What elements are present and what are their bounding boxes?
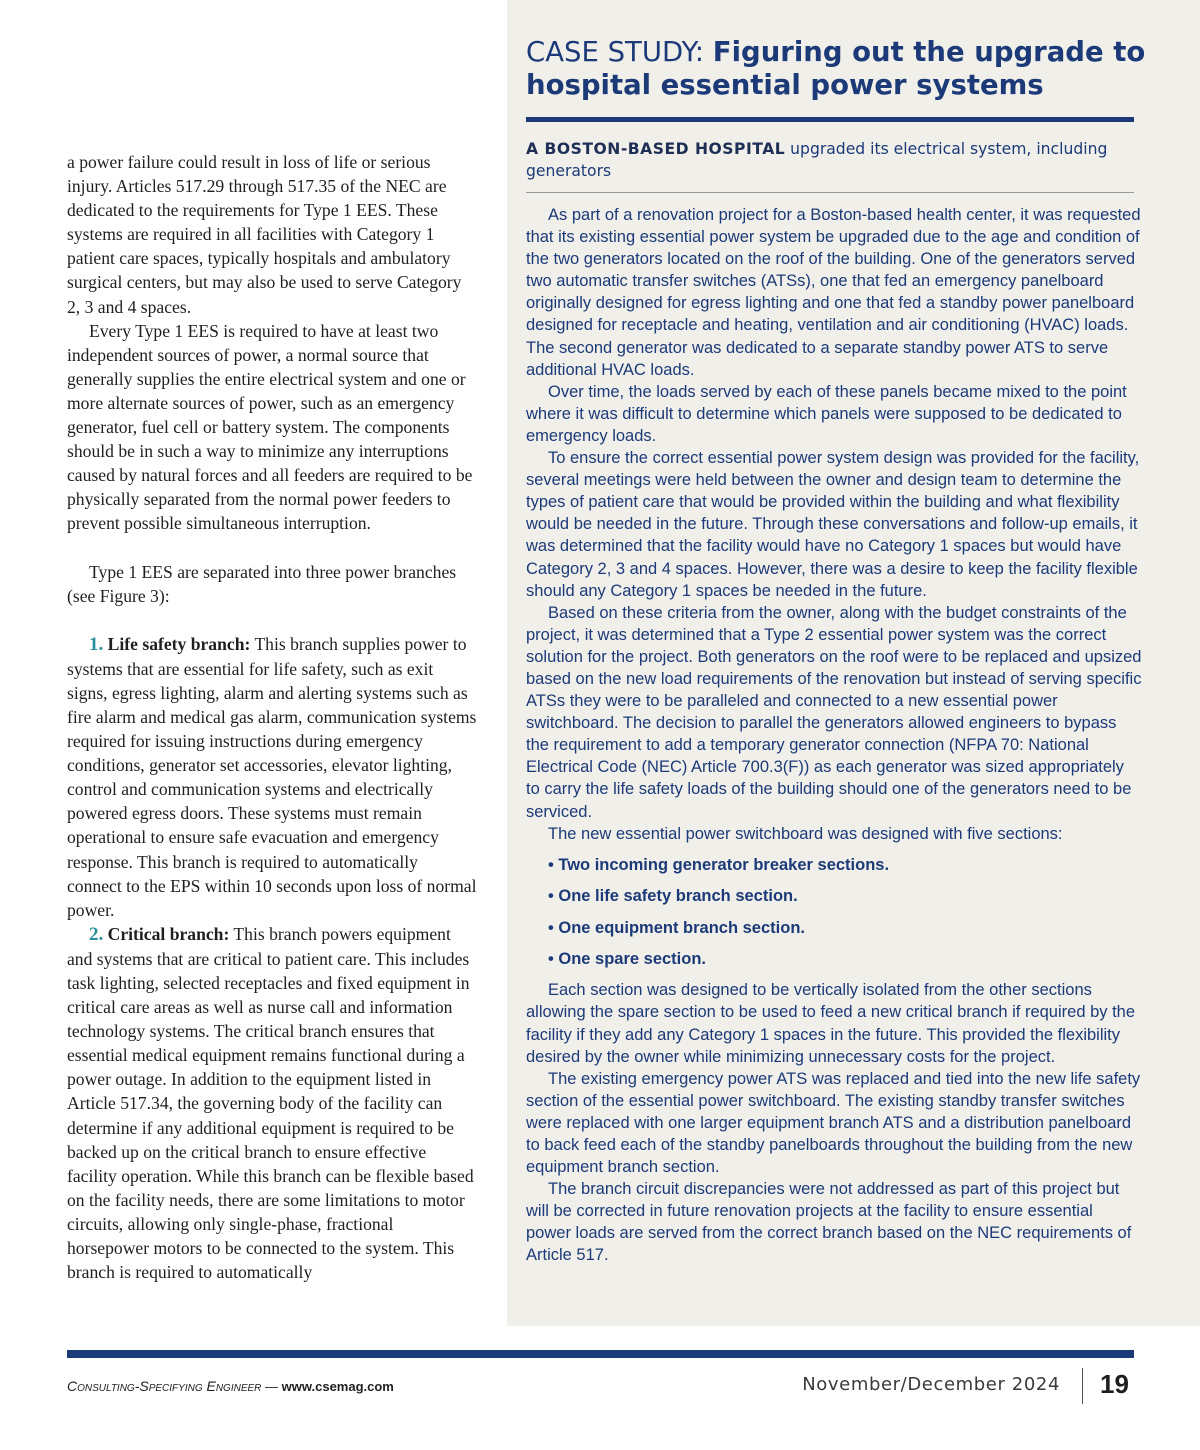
case-study-headline: Figuring out the upgrade to hospital essential power systems (526, 36, 1146, 101)
case-paragraph: The existing emergency power ATS was replaced and tied into the new life safety section of the essential power switchboard. The existing standby transfer switches were replaced with one larger equipment branch ATS and a distribution panelboard to back feed each of the standby panelboards throughout the building from the new equipment branch section. (526, 1069, 1141, 1177)
body-paragraph: a power failure could result in loss of life or serious injury. Articles 517.29 through 517.35 of the NEC are dedicated to the requirements for Type 1 EES. These systems are required in all facilities with Category 1 patient care spaces, typically hospitals and ambulatory surgical centers, but may also be used to serve Category 2, 3 and 4 spaces. (67, 152, 462, 317)
footer-divider (1082, 1368, 1083, 1404)
publication-url: www.csemag.com (281, 1379, 394, 1394)
item-heading: Critical branch: (107, 923, 230, 944)
bullet-item: • One life safety branch section. (548, 887, 798, 906)
case-paragraph: Each section was designed to be vertically isolated from the other sections allowing the spare section to be used to feed a new critical branch if required by the facility if they add any Category 1 spaces in the future. This provided the flexibility desired by the owner while minimizing unnecessary costs for the project. (526, 981, 1136, 1066)
case-paragraph: To ensure the correct essential power system design was provided for the facility, several meetings were held between the owner and design team to determine the types of patient care that would be provided within the building and what flexibility would be needed in the future. Through these conversations and follow-up emails, it was determined that the facility would have no Category 1 spaces but would have Category 2, 3 and 4 spaces. However, there was a desire to keep the facility flexible should any Category 1 spaces be needed in the future. (526, 449, 1140, 600)
lead-text: upgraded its electrical system, including generators (526, 140, 1108, 180)
case-paragraph: As part of a renovation project for a Boston-based health center, it was requested that its existing essential power system be upgraded due to the age and condition of the two generators located on the roof of the building. One of the generators served two automatic transfer switches (ATSs), one that fed an emergency panelboard originally designed for egress lighting and one that fed a standby power panelboard designed for receptacle and heating, ventilation and air conditioning (HVAC) loads. The second generator was dedicated to a separate standby power ATS to serve additional HVAC loads. (526, 206, 1141, 379)
left-column (67, 150, 477, 1284)
footer-separator: — (261, 1379, 282, 1394)
item-heading: Life safety branch: (107, 633, 251, 654)
issue-date: November/December 2024 (802, 1374, 1060, 1395)
case-paragraph: The new essential power switchboard was designed with five sections: (548, 824, 1063, 843)
item-text: This branch supplies power to systems that are essential for life safety, such as exit signs, egress lighting, alarm and alerting systems such as fire alarm and medical gas alarm, communication systems required for issuing instructions during emergency conditions, generator set accessories, elevator lighting, control and communication systems and electrically powered egress doors. These systems must remain operational to ensure safe evacuation and emergency response. This branch is required to automatically connect to the EPS within 10 seconds upon loss of normal power. (67, 633, 477, 920)
publication-name: Consulting-Specifying Engineer (67, 1378, 262, 1394)
case-study-lead (526, 138, 1134, 182)
title-divider (526, 117, 1134, 122)
branch-item-critical (67, 922, 477, 1284)
item-text: This branch powers equipment and systems that are critical to patient care. This includes task lighting, selected receptacles and fixed equipment in critical care areas as well as nurse call and information technology systems. The critical branch ensures that essential medical equipment remains functional during a power outage. In addition to the equipment listed in Article 517.34, the governing body of the facility can determine if any additional equipment is required to be backed up on the critical branch to ensure effective facility operation. While this branch can be flexible based on the facility needs, there are some limitations to motor circuits, allowing only single-phase, fractional horsepower motors to be connected to the system. This branch is required to automatically (67, 923, 474, 1283)
body-paragraph: Every Type 1 EES is required to have at least two independent sources of power, a normal source that generally supplies the entire electrical system and one or more alternate sources of power, such as an emergency generator, fuel cell or battery system. The components should be in such a way to minimize any interruptions caused by natural forces and all feeders are required to be physically separated from the normal power feeders to prevent possible simultaneous interruption. (67, 320, 473, 534)
bullet-item: • One equipment branch section. (548, 918, 805, 937)
footer-publication (67, 1378, 394, 1394)
lead-kicker: A BOSTON-BASED HOSPITAL (526, 140, 786, 158)
lead-divider (526, 192, 1134, 193)
case-study-title (526, 36, 1146, 102)
case-study-label: CASE STUDY: (526, 36, 713, 68)
item-number: 1. (89, 633, 104, 655)
branch-item-life-safety (67, 632, 477, 922)
body-paragraph: Type 1 EES are separated into three power branches (see Figure 3): (67, 561, 457, 606)
bullet-item: • One spare section. (548, 949, 706, 968)
case-paragraph: Based on these criteria from the owner, along with the budget constraints of the project, it was determined that a Type 2 essential power system was the correct solution for the project. Both generators on the roof were to be replaced and upsized based on the new load requirements of the renovation but instead of serving specific ATSs they were to be paralleled and connected to a new essential power switchboard. The decision to parallel the generators allowed engineers to bypass the requirement to add a temporary generator connection (NFPA 70: National Electrical Code (NEC) Article 700.3(F)) as each generator was sized appropriately to carry the life safety loads of the building should one of the generators need to be serviced. (526, 603, 1142, 821)
page-number: 19 (1100, 1369, 1129, 1399)
case-paragraph: Over time, the loads served by each of these panels became mixed to the point where it was difficult to determine which panels were supposed to be dedicated to emergency loads. (526, 382, 1127, 445)
footer-rule (67, 1350, 1134, 1358)
case-study-body (526, 204, 1142, 1267)
case-paragraph: The branch circuit discrepancies were not addressed as part of this project but will be corrected in future renovation projects at the facility to ensure essential power loads are served from the correct branch based on the NEC requirements of Article 517. (526, 1180, 1132, 1265)
bullet-item: • Two incoming generator breaker sections. (548, 855, 890, 874)
item-number: 2. (89, 923, 104, 945)
